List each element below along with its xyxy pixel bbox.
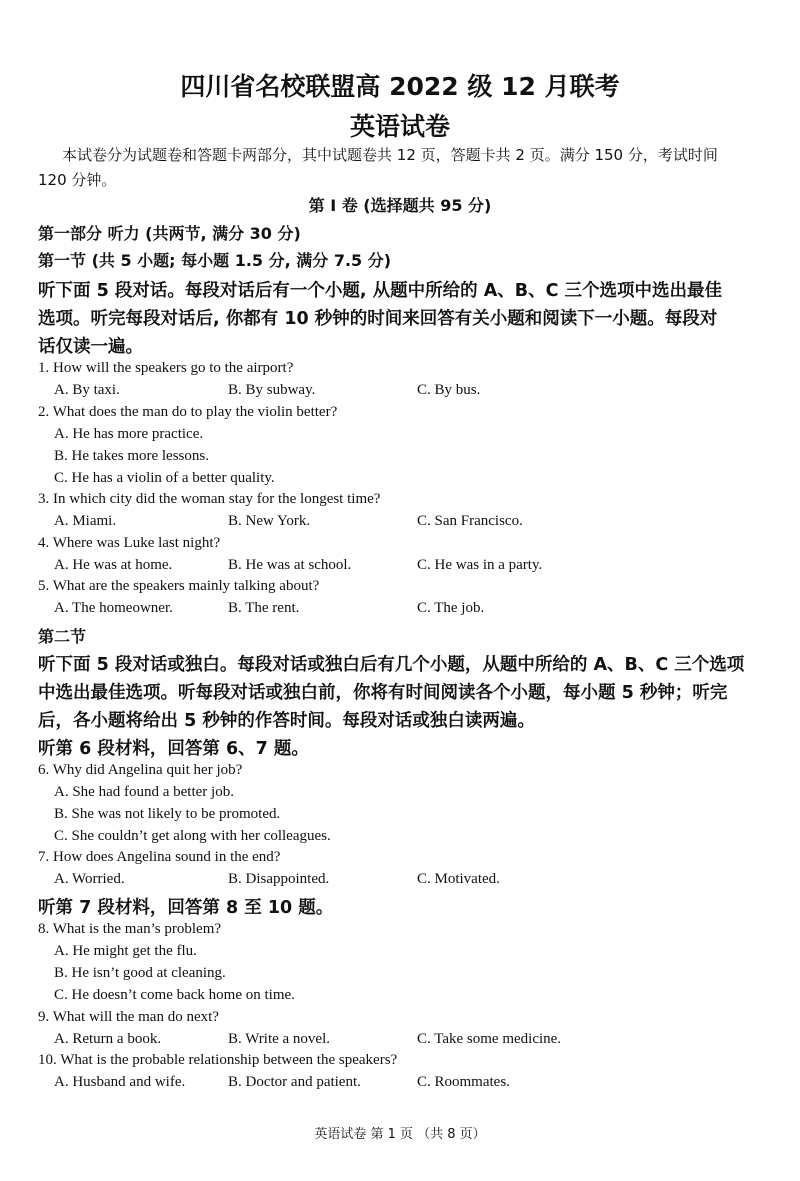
question-stem: 6. Why did Angelina quit her job? bbox=[38, 762, 243, 778]
option-a: A. By taxi. bbox=[54, 382, 120, 398]
option-b: B. Write a novel. bbox=[228, 1031, 331, 1047]
option-c: C. He doesn’t come back home on time. bbox=[54, 987, 295, 1003]
question-stem: 9. What will the man do next? bbox=[38, 1009, 219, 1025]
intro-line-2: 120 分钟。 bbox=[38, 171, 117, 189]
option-b: B. He was at school. bbox=[228, 557, 352, 573]
question-stem: 2. What does the man do to play the violin better? bbox=[38, 404, 338, 420]
question-stem: 1. How will the speakers go to the airport? bbox=[38, 360, 294, 376]
option-a: A. Return a book. bbox=[54, 1031, 162, 1047]
option-c: C. By bus. bbox=[417, 382, 481, 398]
option-b: B. The rent. bbox=[228, 600, 300, 616]
page-footer: 英语试卷 第 1 页 （共 8 页） bbox=[314, 1127, 486, 1142]
question-stem: 7. How does Angelina sound in the end? bbox=[38, 849, 281, 865]
question-stem: 10. What is the probable relationship between the speakers? bbox=[38, 1052, 398, 1068]
option-b: B. Doctor and patient. bbox=[228, 1074, 361, 1090]
option-a: A. He might get the flu. bbox=[54, 943, 197, 959]
question-stem: 3. In which city did the woman stay for the longest time? bbox=[38, 491, 381, 507]
section1-header: 第一节 (共 5 小题; 每小题 1.5 分, 满分 7.5 分) bbox=[38, 251, 392, 270]
section1-instructions-2: 选项。听完每段对话后, 你都有 10 秒钟的时间来回答有关小题和阅读下一小题。每段对 bbox=[38, 309, 718, 329]
material-6-header: 听第 6 段材料，回答第 6、7 题。 bbox=[38, 739, 309, 759]
option-c: C. San Francisco. bbox=[417, 513, 523, 529]
option-a: A. Worried. bbox=[54, 871, 125, 887]
option-c: C. She couldn’t get along with her colleagues. bbox=[54, 828, 331, 844]
section1-instructions-1: 听下面 5 段对话。每段对话后有一个小题, 从题中所给的 A、B、C 三个选项中选出最佳 bbox=[38, 281, 723, 301]
material-7-header: 听第 7 段材料，回答第 8 至 10 题。 bbox=[38, 898, 334, 918]
option-b: B. By subway. bbox=[228, 382, 316, 398]
option-a: A. Miami. bbox=[54, 513, 117, 529]
option-b: B. Disappointed. bbox=[228, 871, 330, 887]
option-b: B. He takes more lessons. bbox=[54, 448, 209, 464]
volume-header: 第 I 卷 (选择题共 95 分) bbox=[308, 196, 492, 215]
section2-header: 第二节 bbox=[38, 627, 87, 646]
exam-subject-title: 英语试卷 bbox=[349, 112, 450, 141]
option-c: C. The job. bbox=[417, 600, 485, 616]
option-c: C. He has a violin of a better quality. bbox=[54, 470, 275, 486]
intro-line-1: 本试卷分为试题卷和答题卡两部分，其中试题卷共 12 页，答题卡共 2 页。满分 150 分，考试时间 bbox=[62, 146, 718, 164]
option-b: B. He isn’t good at cleaning. bbox=[54, 965, 226, 981]
option-b: B. She was not likely to be promoted. bbox=[54, 806, 281, 822]
question-stem: 8. What is the man’s problem? bbox=[38, 921, 222, 937]
question-stem: 5. What are the speakers mainly talking about? bbox=[38, 578, 320, 594]
section2-instructions-2: 中选出最佳选项。听每段对话或独白前，你将有时间阅读各个小题，每小题 5 秒钟；听完 bbox=[38, 683, 728, 703]
option-b: B. New York. bbox=[228, 513, 311, 529]
option-a: A. Husband and wife. bbox=[54, 1074, 186, 1090]
section2-instructions-1: 听下面 5 段对话或独白。每段对话或独白后有几个小题，从题中所给的 A、B、C 三个选项 bbox=[38, 655, 745, 675]
option-a: A. The homeowner. bbox=[54, 600, 173, 616]
option-a: A. He was at home. bbox=[54, 557, 173, 573]
option-a: A. She had found a better job. bbox=[54, 784, 234, 800]
option-a: A. He has more practice. bbox=[54, 426, 204, 442]
exam-title: 四川省名校联盟高 2022 级 12 月联考 bbox=[180, 72, 620, 101]
option-c: C. Take some medicine. bbox=[417, 1031, 562, 1047]
part1-header: 第一部分 听力 (共两节, 满分 30 分) bbox=[38, 224, 301, 243]
option-c: C. Motivated. bbox=[417, 871, 500, 887]
option-c: C. He was in a party. bbox=[417, 557, 543, 573]
section1-instructions-3: 话仅读一遍。 bbox=[38, 337, 143, 357]
option-c: C. Roommates. bbox=[417, 1074, 510, 1090]
section2-instructions-3: 后，各小题将给出 5 秒钟的作答时间。每段对话或独白读两遍。 bbox=[38, 711, 535, 731]
question-stem: 4. Where was Luke last night? bbox=[38, 535, 221, 551]
